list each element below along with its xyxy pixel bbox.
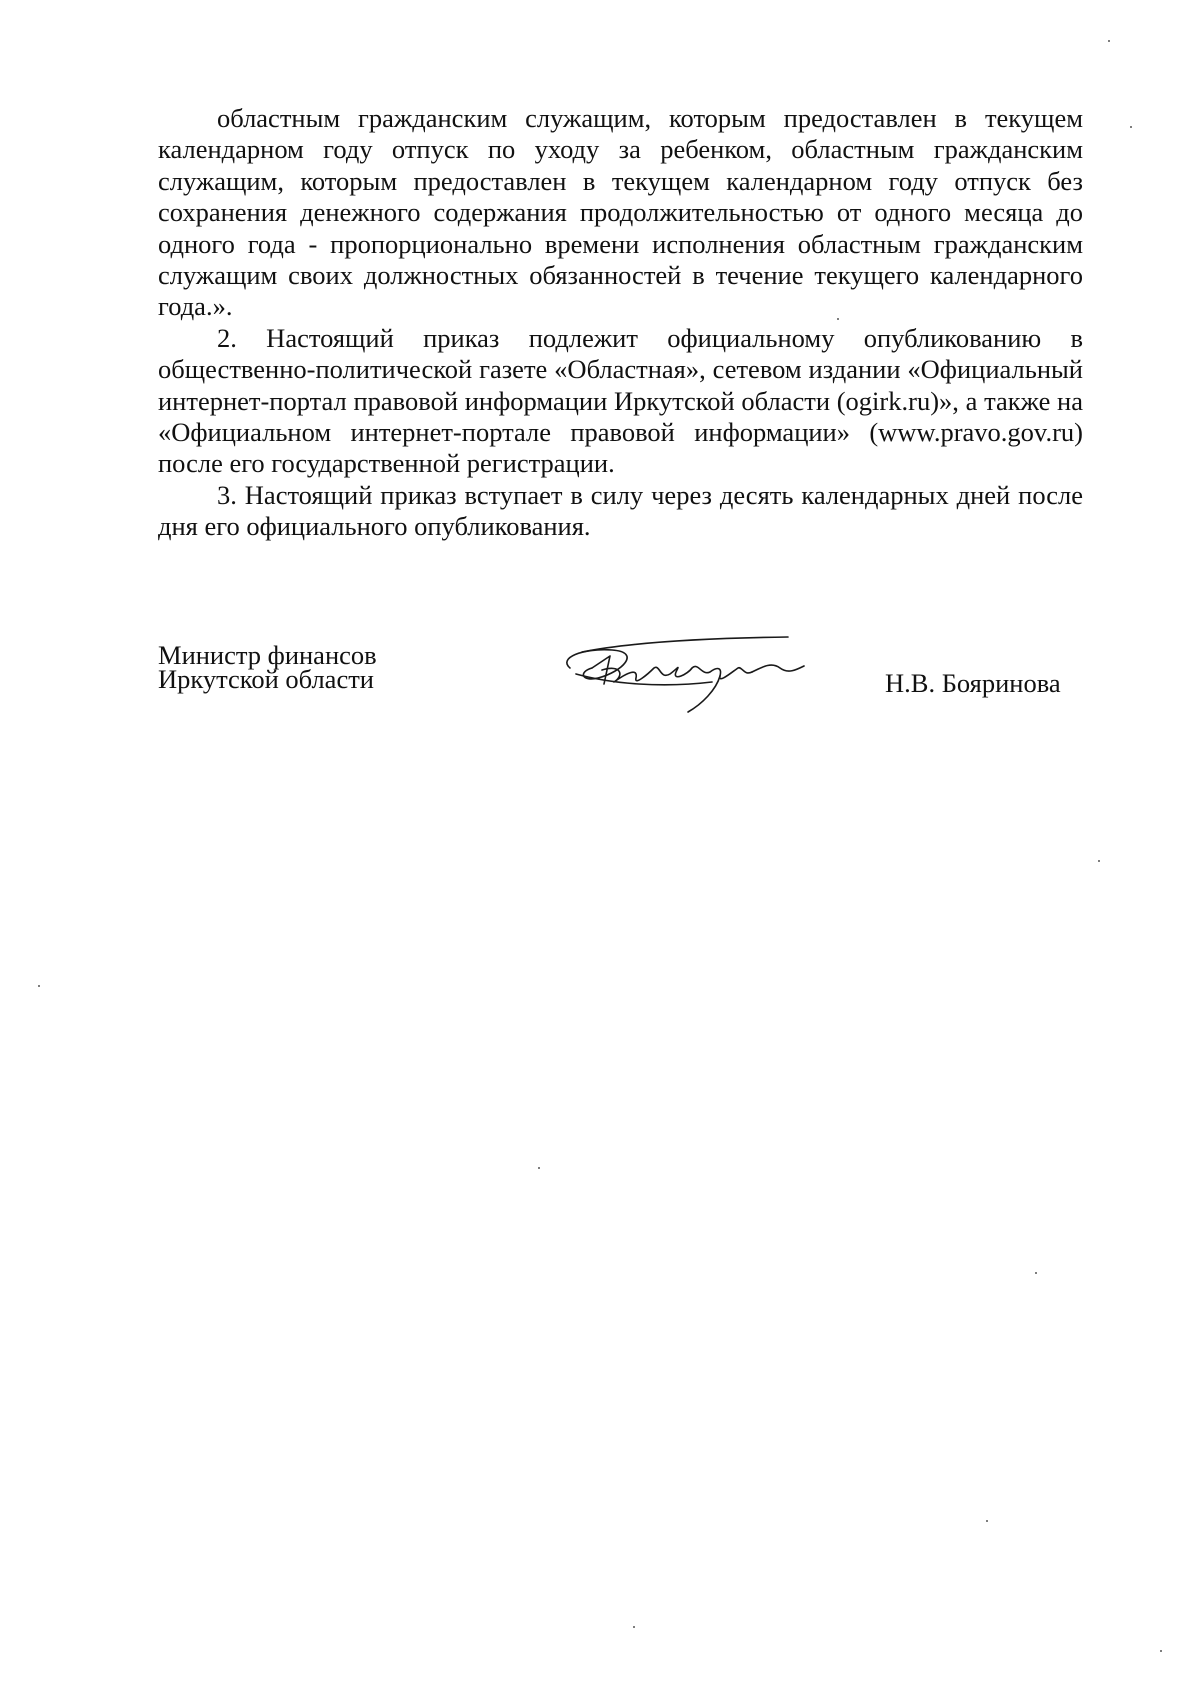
- signatory-position: [158, 640, 377, 694]
- scan-speck: [1098, 860, 1100, 862]
- paragraph-item-2: 2. Настоящий приказ подлежит официальному опубликованию в общественно-политической газете «Областная», сетевом издании «Официальный интернет-портал правовой информации Иркутской области (ogirk.ru)», а также на «Официальном интернет-портале правовой информации» (www.pravo.gov.ru) после его государственной регистрации.: [158, 322, 1083, 479]
- signature-block: [158, 640, 1083, 740]
- paragraph-continuation: областным гражданским служащим, которым предоставлен в текущем календарном году отпуск по уходу за ребенком, областным гражданским служащим, которым предоставлен в текущем календарном году отпуск без сохранения денежного содержания продолжительностью от одного месяца до одного года - пропорционально времени исполнения областным гражданским служащим своих должностных обязанностей в течение текущего календарного года.».: [158, 103, 1083, 322]
- scan-speck: [38, 985, 40, 987]
- signatory-position-line-1: Министр финансов: [158, 640, 377, 670]
- scan-speck: [1160, 1650, 1162, 1652]
- signature-underline-stroke: [576, 674, 712, 685]
- scan-speck: [538, 1167, 540, 1169]
- scan-speck: [1035, 1272, 1037, 1274]
- paragraph-item-3: 3. Настоящий приказ вступает в силу через десять календарных дней после дня его официального опубликования.: [158, 479, 1083, 542]
- signature-tail-stroke: [752, 665, 804, 672]
- scan-speck: [1130, 126, 1132, 128]
- scan-speck: [986, 1520, 988, 1522]
- signatory-position-line-2: Иркутской области: [158, 664, 374, 694]
- signatory-name: Н.В. Бояринова: [885, 668, 1061, 698]
- scan-speck: [633, 1626, 635, 1628]
- scan-speck: [1108, 40, 1110, 42]
- scan-speck: [837, 318, 839, 320]
- document-body: [158, 103, 1083, 543]
- signature-descender-stroke: [688, 676, 720, 712]
- handwritten-signature: [552, 628, 822, 728]
